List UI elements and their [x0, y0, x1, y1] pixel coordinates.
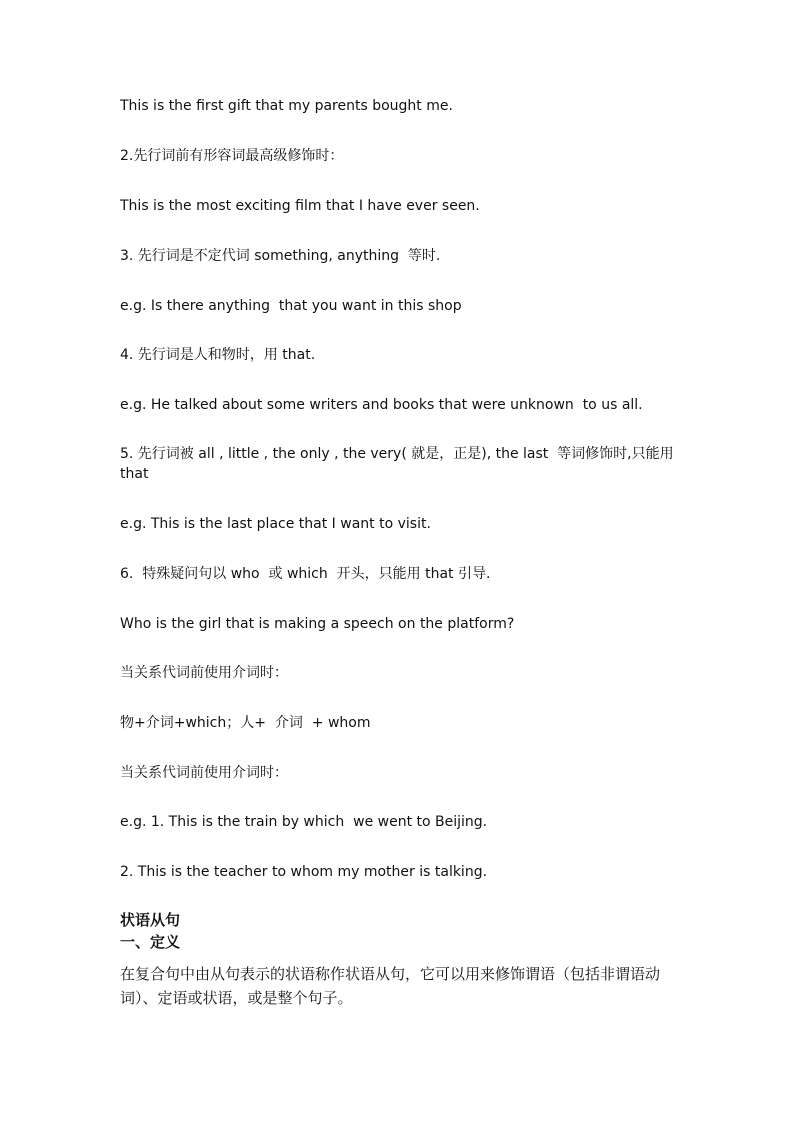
text-line: 3. 先行词是不定代词 something, anything 等时. — [120, 248, 441, 264]
text-line: 当关系代词前使用介词时： — [120, 665, 288, 681]
section-paragraph: 在复合句中由从句表示的状语称作状语从句，它可以用来修饰谓语（包括非谓语动词）、定语或状语，或是整个句子。 — [120, 965, 661, 1007]
text-line: e.g. He talked about some writers and books that were unknown to us all. — [120, 397, 643, 413]
section-title: 状语从句 — [120, 911, 181, 929]
text-line: e.g. Is there anything that you want in this shop — [120, 298, 462, 314]
text-line: 当关系代词前使用介词时： — [120, 765, 288, 781]
text-line: 物+介词+which；人+ 介词 + whom — [120, 715, 371, 731]
text-line: Who is the girl that is making a speech on the platform? — [120, 616, 515, 632]
text-line: This is the most exciting film that I have ever seen. — [120, 198, 480, 214]
text-line: 5. 先行词被 all , little , the only , the very( 就是，正是), the last 等词修饰时,只能用 that — [120, 446, 679, 482]
text-line: e.g. This is the last place that I want to visit. — [120, 516, 431, 532]
text-line: This is the first gift that my parents bought me. — [120, 98, 453, 114]
text-line: 2. This is the teacher to whom my mother is talking. — [120, 864, 488, 880]
section-subtitle: 一、定义 — [120, 933, 181, 951]
text-line: 6. 特殊疑问句以 who 或 which 开头，只能用 that 引导. — [120, 566, 491, 582]
text-line: 4. 先行词是人和物时，用 that. — [120, 347, 316, 363]
text-line: e.g. 1. This is the train by which we went to Beijing. — [120, 814, 488, 830]
text-line: 2.先行词前有形容词最高级修饰时： — [120, 148, 344, 164]
